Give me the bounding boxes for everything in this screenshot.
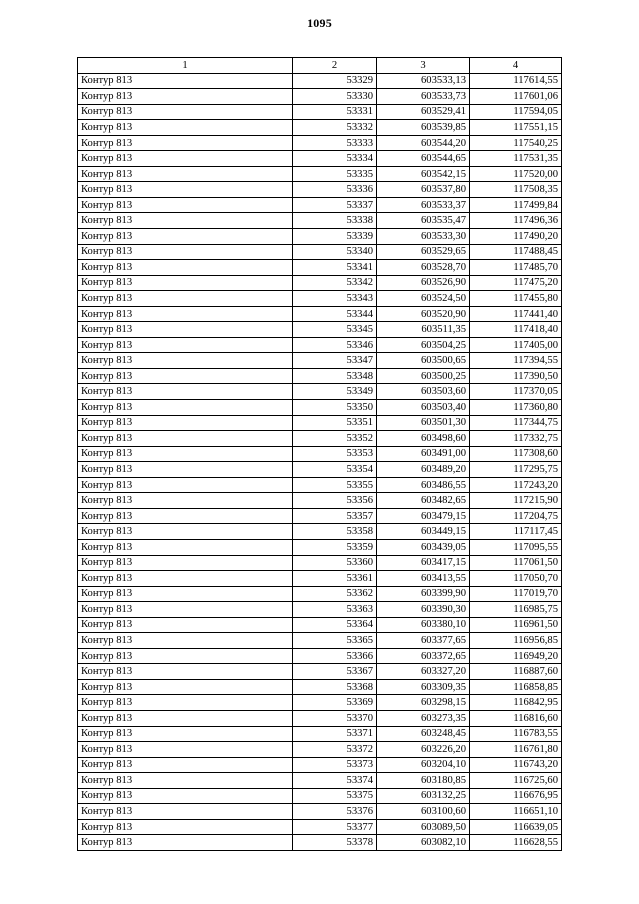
table-row bbox=[78, 788, 562, 804]
contour-name-cell: Контур 813 bbox=[78, 493, 293, 509]
table-row bbox=[78, 260, 562, 276]
x-coordinate-cell: 603489,20 bbox=[377, 462, 470, 478]
x-coordinate-cell: 603417,15 bbox=[377, 555, 470, 571]
x-coordinate-cell: 603539,85 bbox=[377, 120, 470, 136]
x-coordinate-cell: 603503,40 bbox=[377, 400, 470, 416]
x-coordinate-cell: 603273,35 bbox=[377, 710, 470, 726]
contour-name-cell: Контур 813 bbox=[78, 757, 293, 773]
x-coordinate-cell: 603226,20 bbox=[377, 742, 470, 758]
contour-name-cell: Контур 813 bbox=[78, 524, 293, 540]
y-coordinate-cell: 117215,90 bbox=[470, 493, 562, 509]
y-coordinate-cell: 116887,60 bbox=[470, 664, 562, 680]
x-coordinate-cell: 603082,10 bbox=[377, 835, 470, 851]
table-row bbox=[78, 742, 562, 758]
point-number-cell: 53370 bbox=[293, 710, 377, 726]
table-row bbox=[78, 493, 562, 509]
y-coordinate-cell: 116949,20 bbox=[470, 648, 562, 664]
table-row bbox=[78, 633, 562, 649]
y-coordinate-cell: 116961,50 bbox=[470, 617, 562, 633]
table-row bbox=[78, 135, 562, 151]
table-row bbox=[78, 555, 562, 571]
y-coordinate-cell: 117061,50 bbox=[470, 555, 562, 571]
x-coordinate-cell: 603132,25 bbox=[377, 788, 470, 804]
x-coordinate-cell: 603180,85 bbox=[377, 773, 470, 789]
point-number-cell: 53358 bbox=[293, 524, 377, 540]
point-number-cell: 53378 bbox=[293, 835, 377, 851]
x-coordinate-cell: 603449,15 bbox=[377, 524, 470, 540]
y-coordinate-cell: 117405,00 bbox=[470, 337, 562, 353]
contour-name-cell: Контур 813 bbox=[78, 384, 293, 400]
point-number-cell: 53353 bbox=[293, 446, 377, 462]
contour-name-cell: Контур 813 bbox=[78, 617, 293, 633]
point-number-cell: 53357 bbox=[293, 508, 377, 524]
point-number-cell: 53337 bbox=[293, 197, 377, 213]
x-coordinate-cell: 603533,37 bbox=[377, 197, 470, 213]
y-coordinate-cell: 117485,70 bbox=[470, 260, 562, 276]
table-row bbox=[78, 773, 562, 789]
contour-name-cell: Контур 813 bbox=[78, 197, 293, 213]
table-row bbox=[78, 804, 562, 820]
y-coordinate-cell: 117308,60 bbox=[470, 446, 562, 462]
table-row bbox=[78, 508, 562, 524]
y-coordinate-cell: 117360,80 bbox=[470, 400, 562, 416]
contour-name-cell: Контур 813 bbox=[78, 539, 293, 555]
table-row bbox=[78, 229, 562, 245]
x-coordinate-cell: 603439,05 bbox=[377, 539, 470, 555]
point-number-cell: 53369 bbox=[293, 695, 377, 711]
y-coordinate-cell: 117594,05 bbox=[470, 104, 562, 120]
point-number-cell: 53373 bbox=[293, 757, 377, 773]
y-coordinate-cell: 116842,95 bbox=[470, 695, 562, 711]
x-coordinate-cell: 603537,80 bbox=[377, 182, 470, 198]
column-header-1: 1 bbox=[78, 58, 293, 74]
contour-name-cell: Контур 813 bbox=[78, 120, 293, 136]
table-row bbox=[78, 322, 562, 338]
contour-name-cell: Контур 813 bbox=[78, 508, 293, 524]
point-number-cell: 53343 bbox=[293, 291, 377, 307]
table-row bbox=[78, 120, 562, 136]
y-coordinate-cell: 116743,20 bbox=[470, 757, 562, 773]
x-coordinate-cell: 603399,90 bbox=[377, 586, 470, 602]
contour-name-cell: Контур 813 bbox=[78, 89, 293, 105]
coordinates-table bbox=[77, 57, 562, 851]
x-coordinate-cell: 603486,55 bbox=[377, 477, 470, 493]
y-coordinate-cell: 117441,40 bbox=[470, 306, 562, 322]
x-coordinate-cell: 603390,30 bbox=[377, 602, 470, 618]
y-coordinate-cell: 116956,85 bbox=[470, 633, 562, 649]
y-coordinate-cell: 116639,05 bbox=[470, 819, 562, 835]
y-coordinate-cell: 117204,75 bbox=[470, 508, 562, 524]
y-coordinate-cell: 117475,20 bbox=[470, 275, 562, 291]
x-coordinate-cell: 603504,25 bbox=[377, 337, 470, 353]
y-coordinate-cell: 117370,05 bbox=[470, 384, 562, 400]
contour-name-cell: Контур 813 bbox=[78, 726, 293, 742]
x-coordinate-cell: 603520,90 bbox=[377, 306, 470, 322]
contour-name-cell: Контур 813 bbox=[78, 710, 293, 726]
table-row bbox=[78, 726, 562, 742]
table-row bbox=[78, 835, 562, 851]
point-number-cell: 53330 bbox=[293, 89, 377, 105]
point-number-cell: 53374 bbox=[293, 773, 377, 789]
x-coordinate-cell: 603482,65 bbox=[377, 493, 470, 509]
x-coordinate-cell: 603089,50 bbox=[377, 819, 470, 835]
table-row bbox=[78, 337, 562, 353]
point-number-cell: 53342 bbox=[293, 275, 377, 291]
point-number-cell: 53371 bbox=[293, 726, 377, 742]
table-row bbox=[78, 710, 562, 726]
contour-name-cell: Контур 813 bbox=[78, 275, 293, 291]
y-coordinate-cell: 117332,75 bbox=[470, 431, 562, 447]
x-coordinate-cell: 603501,30 bbox=[377, 415, 470, 431]
x-coordinate-cell: 603500,25 bbox=[377, 368, 470, 384]
table-row bbox=[78, 275, 562, 291]
y-coordinate-cell: 117601,06 bbox=[470, 89, 562, 105]
point-number-cell: 53350 bbox=[293, 400, 377, 416]
y-coordinate-cell: 117295,75 bbox=[470, 462, 562, 478]
x-coordinate-cell: 603533,30 bbox=[377, 229, 470, 245]
point-number-cell: 53341 bbox=[293, 260, 377, 276]
point-number-cell: 53352 bbox=[293, 431, 377, 447]
y-coordinate-cell: 117019,70 bbox=[470, 586, 562, 602]
y-coordinate-cell: 117390,50 bbox=[470, 368, 562, 384]
table-row bbox=[78, 291, 562, 307]
y-coordinate-cell: 117540,25 bbox=[470, 135, 562, 151]
point-number-cell: 53366 bbox=[293, 648, 377, 664]
x-coordinate-cell: 603298,15 bbox=[377, 695, 470, 711]
point-number-cell: 53354 bbox=[293, 462, 377, 478]
x-coordinate-cell: 603309,35 bbox=[377, 679, 470, 695]
contour-name-cell: Контур 813 bbox=[78, 73, 293, 89]
point-number-cell: 53376 bbox=[293, 804, 377, 820]
point-number-cell: 53356 bbox=[293, 493, 377, 509]
table-row bbox=[78, 617, 562, 633]
y-coordinate-cell: 117614,55 bbox=[470, 73, 562, 89]
table-row bbox=[78, 73, 562, 89]
x-coordinate-cell: 603528,70 bbox=[377, 260, 470, 276]
y-coordinate-cell: 116783,55 bbox=[470, 726, 562, 742]
table-row bbox=[78, 571, 562, 587]
contour-name-cell: Контур 813 bbox=[78, 462, 293, 478]
x-coordinate-cell: 603503,60 bbox=[377, 384, 470, 400]
contour-name-cell: Контур 813 bbox=[78, 213, 293, 229]
point-number-cell: 53363 bbox=[293, 602, 377, 618]
point-number-cell: 53368 bbox=[293, 679, 377, 695]
y-coordinate-cell: 116725,60 bbox=[470, 773, 562, 789]
table-row bbox=[78, 306, 562, 322]
table-row bbox=[78, 446, 562, 462]
contour-name-cell: Контур 813 bbox=[78, 166, 293, 182]
x-coordinate-cell: 603542,15 bbox=[377, 166, 470, 182]
contour-name-cell: Контур 813 bbox=[78, 337, 293, 353]
table-row bbox=[78, 539, 562, 555]
y-coordinate-cell: 116985,75 bbox=[470, 602, 562, 618]
table-row bbox=[78, 368, 562, 384]
point-number-cell: 53346 bbox=[293, 337, 377, 353]
x-coordinate-cell: 603544,20 bbox=[377, 135, 470, 151]
point-number-cell: 53361 bbox=[293, 571, 377, 587]
table-row bbox=[78, 695, 562, 711]
contour-name-cell: Контур 813 bbox=[78, 400, 293, 416]
y-coordinate-cell: 117344,75 bbox=[470, 415, 562, 431]
y-coordinate-cell: 117508,35 bbox=[470, 182, 562, 198]
table-row bbox=[78, 182, 562, 198]
table-row bbox=[78, 415, 562, 431]
x-coordinate-cell: 603204,10 bbox=[377, 757, 470, 773]
table-row bbox=[78, 602, 562, 618]
contour-name-cell: Контур 813 bbox=[78, 742, 293, 758]
table-row bbox=[78, 524, 562, 540]
y-coordinate-cell: 117455,80 bbox=[470, 291, 562, 307]
y-coordinate-cell: 116816,60 bbox=[470, 710, 562, 726]
x-coordinate-cell: 603413,55 bbox=[377, 571, 470, 587]
contour-name-cell: Контур 813 bbox=[78, 555, 293, 571]
point-number-cell: 53332 bbox=[293, 120, 377, 136]
x-coordinate-cell: 603529,41 bbox=[377, 104, 470, 120]
contour-name-cell: Контур 813 bbox=[78, 353, 293, 369]
contour-name-cell: Контур 813 bbox=[78, 182, 293, 198]
table-header-row bbox=[78, 58, 562, 74]
table-row bbox=[78, 213, 562, 229]
table-row bbox=[78, 462, 562, 478]
contour-name-cell: Контур 813 bbox=[78, 773, 293, 789]
point-number-cell: 53345 bbox=[293, 322, 377, 338]
point-number-cell: 53333 bbox=[293, 135, 377, 151]
table-row bbox=[78, 664, 562, 680]
table-row bbox=[78, 648, 562, 664]
y-coordinate-cell: 116858,85 bbox=[470, 679, 562, 695]
column-header-3: 3 bbox=[377, 58, 470, 74]
contour-name-cell: Контур 813 bbox=[78, 291, 293, 307]
point-number-cell: 53334 bbox=[293, 151, 377, 167]
x-coordinate-cell: 603535,47 bbox=[377, 213, 470, 229]
x-coordinate-cell: 603533,73 bbox=[377, 89, 470, 105]
contour-name-cell: Контур 813 bbox=[78, 431, 293, 447]
x-coordinate-cell: 603500,65 bbox=[377, 353, 470, 369]
x-coordinate-cell: 603377,65 bbox=[377, 633, 470, 649]
point-number-cell: 53335 bbox=[293, 166, 377, 182]
contour-name-cell: Контур 813 bbox=[78, 633, 293, 649]
point-number-cell: 53377 bbox=[293, 819, 377, 835]
contour-name-cell: Контур 813 bbox=[78, 695, 293, 711]
table-row bbox=[78, 431, 562, 447]
column-header-4: 4 bbox=[470, 58, 562, 74]
y-coordinate-cell: 117499,84 bbox=[470, 197, 562, 213]
table-row bbox=[78, 384, 562, 400]
contour-name-cell: Контур 813 bbox=[78, 571, 293, 587]
contour-name-cell: Контур 813 bbox=[78, 477, 293, 493]
table-row bbox=[78, 244, 562, 260]
y-coordinate-cell: 116651,10 bbox=[470, 804, 562, 820]
table-row bbox=[78, 757, 562, 773]
y-coordinate-cell: 117243,20 bbox=[470, 477, 562, 493]
point-number-cell: 53351 bbox=[293, 415, 377, 431]
point-number-cell: 53375 bbox=[293, 788, 377, 804]
contour-name-cell: Контур 813 bbox=[78, 322, 293, 338]
point-number-cell: 53338 bbox=[293, 213, 377, 229]
point-number-cell: 53349 bbox=[293, 384, 377, 400]
point-number-cell: 53347 bbox=[293, 353, 377, 369]
x-coordinate-cell: 603491,00 bbox=[377, 446, 470, 462]
table-row bbox=[78, 400, 562, 416]
contour-name-cell: Контур 813 bbox=[78, 151, 293, 167]
point-number-cell: 53367 bbox=[293, 664, 377, 680]
x-coordinate-cell: 603380,10 bbox=[377, 617, 470, 633]
point-number-cell: 53344 bbox=[293, 306, 377, 322]
contour-name-cell: Контур 813 bbox=[78, 788, 293, 804]
contour-name-cell: Контур 813 bbox=[78, 244, 293, 260]
table-body bbox=[78, 73, 562, 850]
point-number-cell: 53359 bbox=[293, 539, 377, 555]
table-row bbox=[78, 679, 562, 695]
y-coordinate-cell: 117490,20 bbox=[470, 229, 562, 245]
contour-name-cell: Контур 813 bbox=[78, 260, 293, 276]
point-number-cell: 53348 bbox=[293, 368, 377, 384]
contour-name-cell: Контур 813 bbox=[78, 648, 293, 664]
y-coordinate-cell: 116761,80 bbox=[470, 742, 562, 758]
contour-name-cell: Контур 813 bbox=[78, 229, 293, 245]
contour-name-cell: Контур 813 bbox=[78, 664, 293, 680]
x-coordinate-cell: 603544,65 bbox=[377, 151, 470, 167]
point-number-cell: 53355 bbox=[293, 477, 377, 493]
table-row bbox=[78, 89, 562, 105]
x-coordinate-cell: 603529,65 bbox=[377, 244, 470, 260]
column-header-2: 2 bbox=[293, 58, 377, 74]
contour-name-cell: Контур 813 bbox=[78, 446, 293, 462]
y-coordinate-cell: 117488,45 bbox=[470, 244, 562, 260]
point-number-cell: 53336 bbox=[293, 182, 377, 198]
contour-name-cell: Контур 813 bbox=[78, 306, 293, 322]
y-coordinate-cell: 117418,40 bbox=[470, 322, 562, 338]
x-coordinate-cell: 603327,20 bbox=[377, 664, 470, 680]
y-coordinate-cell: 116628,55 bbox=[470, 835, 562, 851]
y-coordinate-cell: 117394,55 bbox=[470, 353, 562, 369]
contour-name-cell: Контур 813 bbox=[78, 415, 293, 431]
table-row bbox=[78, 819, 562, 835]
x-coordinate-cell: 603100,60 bbox=[377, 804, 470, 820]
contour-name-cell: Контур 813 bbox=[78, 679, 293, 695]
point-number-cell: 53365 bbox=[293, 633, 377, 649]
page-number: 1095 bbox=[307, 16, 332, 30]
x-coordinate-cell: 603526,90 bbox=[377, 275, 470, 291]
point-number-cell: 53331 bbox=[293, 104, 377, 120]
x-coordinate-cell: 603372,65 bbox=[377, 648, 470, 664]
table-row bbox=[78, 104, 562, 120]
contour-name-cell: Контур 813 bbox=[78, 819, 293, 835]
y-coordinate-cell: 117496,36 bbox=[470, 213, 562, 229]
table-row bbox=[78, 586, 562, 602]
y-coordinate-cell: 117551,15 bbox=[470, 120, 562, 136]
point-number-cell: 53340 bbox=[293, 244, 377, 260]
point-number-cell: 53329 bbox=[293, 73, 377, 89]
table-row bbox=[78, 166, 562, 182]
contour-name-cell: Контур 813 bbox=[78, 135, 293, 151]
x-coordinate-cell: 603524,50 bbox=[377, 291, 470, 307]
y-coordinate-cell: 117520,00 bbox=[470, 166, 562, 182]
contour-name-cell: Контур 813 bbox=[78, 602, 293, 618]
table-row bbox=[78, 477, 562, 493]
point-number-cell: 53362 bbox=[293, 586, 377, 602]
table-row bbox=[78, 151, 562, 167]
contour-name-cell: Контур 813 bbox=[78, 368, 293, 384]
table-row bbox=[78, 353, 562, 369]
x-coordinate-cell: 603498,60 bbox=[377, 431, 470, 447]
contour-name-cell: Контур 813 bbox=[78, 586, 293, 602]
x-coordinate-cell: 603533,13 bbox=[377, 73, 470, 89]
point-number-cell: 53364 bbox=[293, 617, 377, 633]
y-coordinate-cell: 117095,55 bbox=[470, 539, 562, 555]
contour-name-cell: Контур 813 bbox=[78, 835, 293, 851]
point-number-cell: 53372 bbox=[293, 742, 377, 758]
point-number-cell: 53339 bbox=[293, 229, 377, 245]
contour-name-cell: Контур 813 bbox=[78, 104, 293, 120]
y-coordinate-cell: 117531,35 bbox=[470, 151, 562, 167]
y-coordinate-cell: 116676,95 bbox=[470, 788, 562, 804]
x-coordinate-cell: 603511,35 bbox=[377, 322, 470, 338]
table-row bbox=[78, 197, 562, 213]
y-coordinate-cell: 117117,45 bbox=[470, 524, 562, 540]
y-coordinate-cell: 117050,70 bbox=[470, 571, 562, 587]
point-number-cell: 53360 bbox=[293, 555, 377, 571]
x-coordinate-cell: 603479,15 bbox=[377, 508, 470, 524]
contour-name-cell: Контур 813 bbox=[78, 804, 293, 820]
x-coordinate-cell: 603248,45 bbox=[377, 726, 470, 742]
